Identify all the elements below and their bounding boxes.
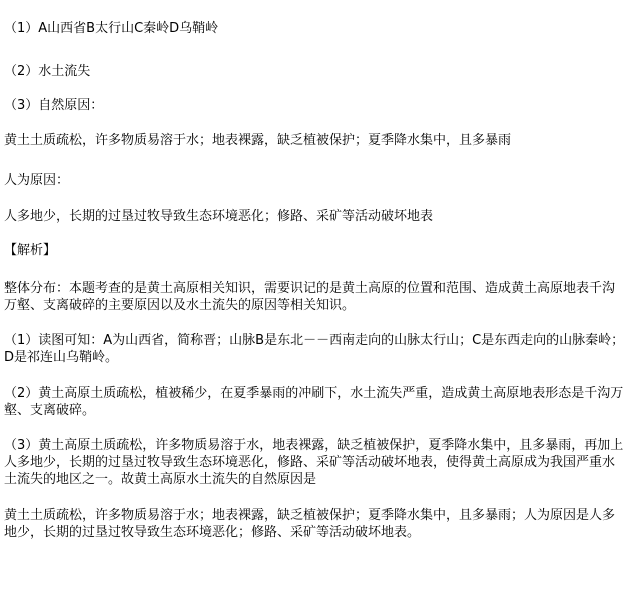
natural-reasons-text: 黄土土质疏松，许多物质易溶于水；地表裸露，缺乏植被保护；夏季降水集中，且多暴雨 xyxy=(4,133,512,148)
analysis-paragraph-1: （1）读图可知：A为山西省，简称晋；山脉B是东北－－西南走向的山脉太行山；C是东西走向的山脉秦岭；D是祁连山乌鞘岭。 xyxy=(4,333,625,365)
answer-q1: （1）A山西省B太行山C秦岭D乌鞘岭 xyxy=(4,21,219,36)
analysis-paragraph-3: （3）黄土高原土质疏松，许多物质易溶于水，地表裸露，缺乏植被保护，夏季降水集中，且多暴雨，再加上人多地少，长期的过垦过牧导致生态环境恶化，修路、采矿等活动破坏地表，使得黄土高原成为我国严重水土流失的地区之一。故黄土高原水土流失的自然原因是 xyxy=(4,438,624,487)
human-reasons-text: 人多地少，长期的过垦过牧导致生态环境恶化；修路、采矿等活动破坏地表 xyxy=(4,209,434,224)
analysis-overview: 整体分布：本题考查的是黄土高原相关知识，需要识记的是黄土高原的位置和范围、造成黄土高原地表千沟万壑、支离破碎的主要原因以及水土流失的原因等相关知识。 xyxy=(4,281,616,313)
analysis-heading: 【解析】 xyxy=(4,243,57,258)
answer-q3-heading: （3）自然原因： xyxy=(4,98,104,113)
analysis-conclusion: 黄土土质疏松，许多物质易溶于水；地表裸露，缺乏植被保护；夏季降水集中，且多暴雨；人为原因是人多地少，长期的过垦过牧导致生态环境恶化；修路、采矿等活动破坏地表。 xyxy=(4,508,616,540)
answer-q2: （2）水土流失 xyxy=(4,64,91,79)
human-reasons-heading: 人为原因： xyxy=(4,173,70,188)
analysis-paragraph-2: （2）黄土高原土质疏松，植被稀少，在夏季暴雨的冲刷下，水土流失严重，造成黄土高原地表形态是千沟万壑、支离破碎。 xyxy=(4,386,624,418)
